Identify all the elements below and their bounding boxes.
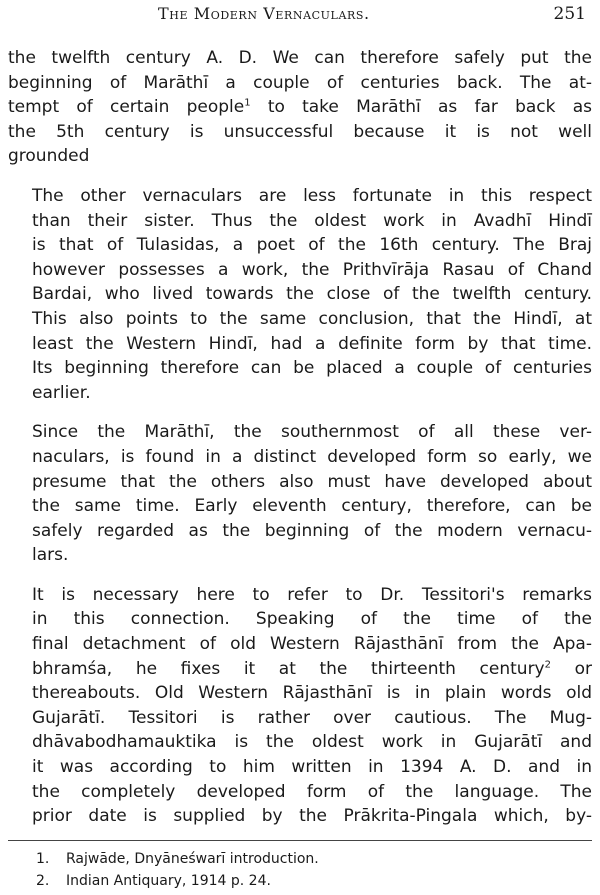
paragraph-2: [8, 184, 592, 405]
paragraph-1: [8, 46, 592, 169]
text-line: dhāvabodhamauktika is the oldest work in Gujarātī and: [32, 732, 592, 753]
text-line: Its beginning therefore can be placed a couple of centuries: [32, 358, 592, 379]
text-line: the 5th century is unsuccessful because it is not well: [8, 121, 592, 142]
page-header: [0, 4, 600, 28]
text-line: naculars, is found in a distinct developed form so early, we: [32, 446, 592, 467]
text-line: is that of Tulasidas, a poet of the 16th century. The Braj: [32, 235, 592, 256]
text-line: final detachment of old Western Rājasthānī from the Apa-: [32, 634, 592, 655]
text-line: This also points to the same conclusion, that the Hindī, at: [32, 308, 592, 329]
text-line: lars.: [32, 545, 69, 566]
footnote-number: 1.: [36, 851, 50, 867]
footnote-rule: [8, 840, 592, 841]
text-line: earlier.: [32, 382, 91, 403]
footnote-text: Indian Antiquary, 1914 p. 24.: [66, 873, 271, 889]
text-line: grounded: [8, 146, 90, 167]
footnote-text: Rajwāde, Dnyāneśwarī introduction.: [66, 851, 319, 867]
footnote-number: 2.: [36, 873, 50, 889]
footnote-marker: 1: [244, 97, 251, 109]
page-number: 251: [553, 4, 586, 24]
text-line: least the Western Hindī, had a definite form by that time.: [32, 333, 592, 354]
footnotes: [36, 848, 576, 892]
footnote-2: [36, 870, 576, 892]
text-line: in this connection. Speaking of the time of the: [32, 609, 592, 630]
text-line: the same time. Early eleventh century, therefore, can be: [32, 496, 592, 517]
text-line: Gujarātī. Tessitori is rather over cautious. The Mug-: [32, 707, 592, 728]
text-line: [8, 95, 592, 120]
footnote-1: [36, 848, 576, 870]
text-line: It is necessary here to refer to Dr. Tessitori's remarks: [32, 584, 592, 605]
text-fragment: tempt of certain people: [8, 97, 245, 118]
text-line: the completely developed form of the language. The: [32, 781, 592, 802]
text-line: thereabouts. Old Western Rājasthānī is in plain words old: [32, 683, 592, 704]
text-line: beginning of Marāthī a couple of centuries back. The at-: [8, 72, 592, 93]
text-line: presume that the others also must have developed about: [32, 471, 592, 492]
text-line: Since the Marāthī, the southernmost of all these ver-: [32, 422, 592, 443]
text-line: prior date is supplied by the Prākrita-Pingala which, by-: [32, 806, 592, 827]
text-line: Bardai, who lived towards the close of the twelfth century.: [32, 284, 592, 305]
footnote-marker: 2: [544, 659, 551, 670]
text-fragment: to take Marāthī as far back as: [267, 97, 592, 118]
text-line: the twelfth century A. D. We can therefore safely put the: [8, 48, 592, 68]
text-line: safely regarded as the beginning of the modern vernacu-: [32, 520, 592, 541]
text-line: [8, 657, 592, 682]
text-line: however possesses a work, the Prithvīrāja Rasau of Chand: [32, 259, 592, 280]
text-fragment: or: [574, 658, 592, 679]
text-line: than their sister. Thus the oldest work in Avadhī Hindī: [32, 210, 592, 231]
paragraph-3: [8, 420, 592, 568]
running-head: The Modern Vernaculars.: [158, 4, 370, 23]
text-line: it was according to him written in 1394 A. D. and in: [32, 757, 592, 778]
text-line: The other vernaculars are less fortunate in this respect: [32, 185, 592, 206]
text-fragment: bhramśa, he fixes it at the thirteenth century: [32, 658, 545, 679]
paragraph-4: [8, 583, 592, 829]
body-text: [8, 46, 592, 844]
